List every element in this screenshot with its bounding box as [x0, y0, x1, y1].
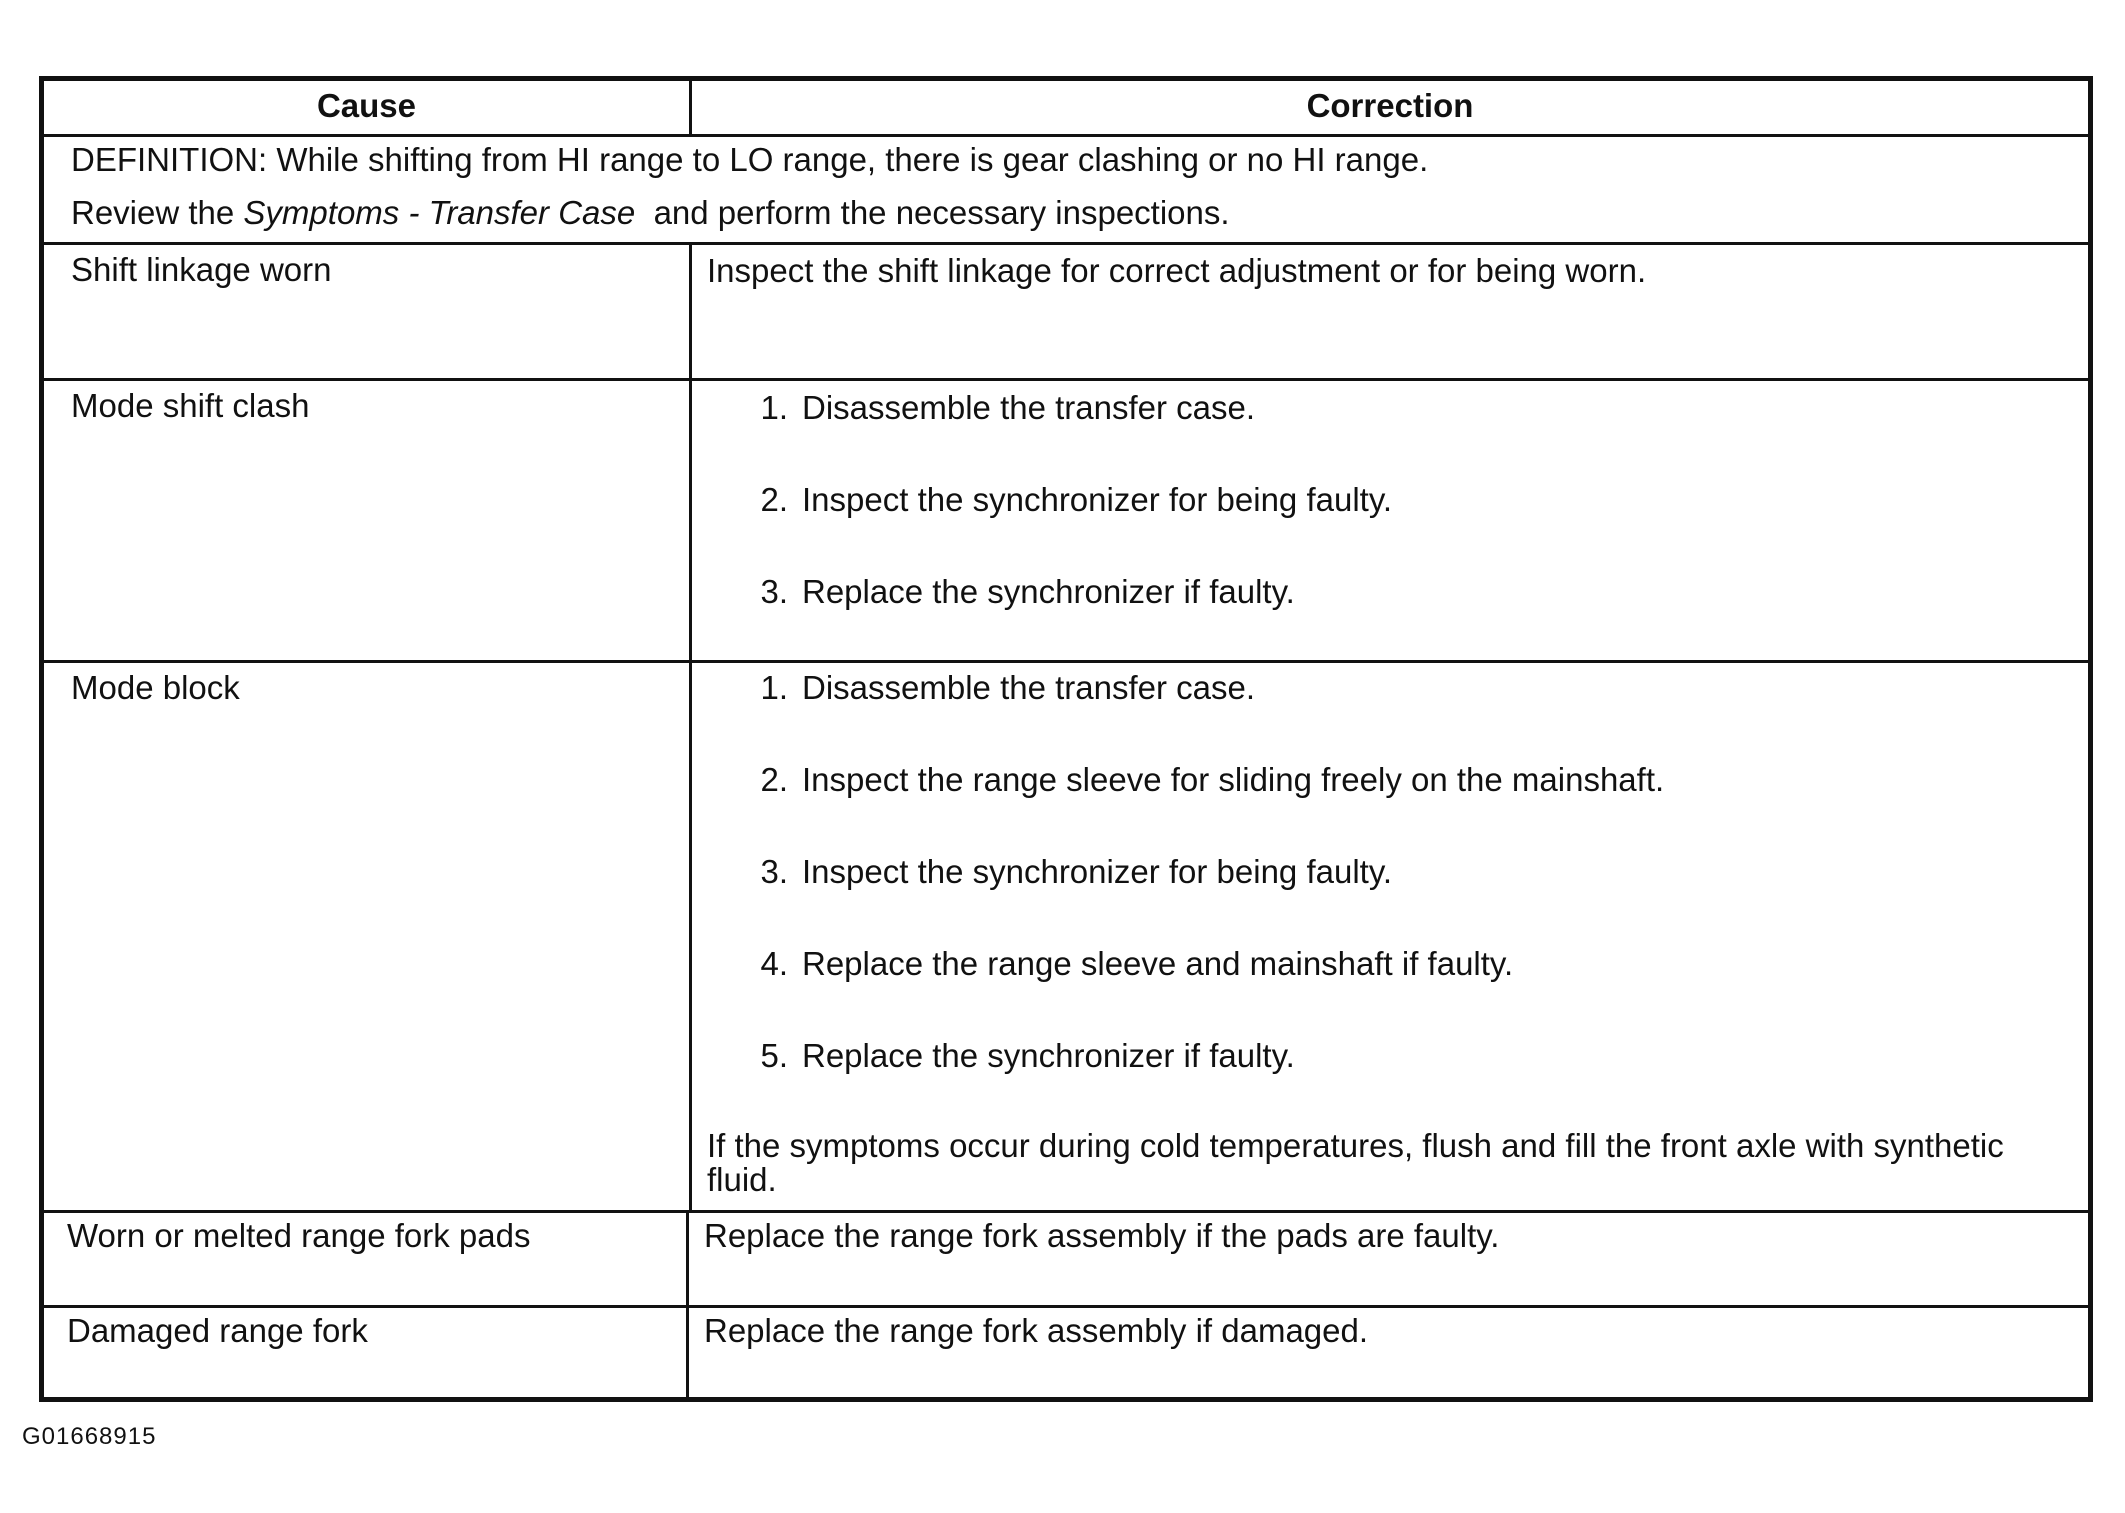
table-row	[44, 1305, 2088, 1402]
cause-cell: Worn or melted range fork pads	[67, 1217, 531, 1254]
correction-cell	[692, 663, 2088, 1210]
cause-header: Cause	[316, 87, 417, 124]
cause-cell: Shift linkage worn	[71, 251, 332, 288]
cold-temperature-note: If the symptoms occur during cold temperatures, flush and fill the front axle with synthetic fluid.	[707, 1127, 2004, 1198]
definition-row	[44, 134, 2088, 242]
table-row	[44, 660, 2088, 1210]
correction-step: 5. Replace the synchronizer if faulty.	[760, 1037, 1295, 1074]
table-row	[44, 242, 2088, 378]
correction-step: 4. Replace the range sleeve and mainshaft if faulty.	[760, 945, 1514, 982]
review-text	[71, 194, 1230, 232]
correction-step: 3. Inspect the synchronizer for being faulty.	[760, 853, 1393, 890]
column-divider	[689, 245, 692, 378]
table-row	[44, 1210, 2088, 1305]
correction-step: 2. Inspect the range sleeve for sliding freely on the mainshaft.	[760, 761, 1665, 798]
cause-cell: Mode block	[71, 669, 240, 706]
cause-cell: Mode shift clash	[71, 387, 310, 424]
correction-step: 1. Disassemble the transfer case.	[760, 669, 1256, 706]
table-header-row	[44, 81, 2088, 134]
symptoms-reference: Symptoms - Transfer Case	[243, 194, 636, 231]
correction-step: 1. Disassemble the transfer case.	[760, 389, 1256, 426]
table-row	[44, 378, 2088, 660]
correction-cell: Replace the range fork assembly if the pads are faulty.	[704, 1217, 1500, 1254]
column-divider	[686, 1213, 689, 1305]
review-suffix: and perform the necessary inspections.	[635, 194, 1230, 231]
correction-cell: Replace the range fork assembly if damaged.	[704, 1312, 1369, 1349]
correction-cell: Inspect the shift linkage for correct adjustment or for being worn.	[707, 252, 1647, 289]
correction-cell	[692, 381, 2088, 660]
review-prefix: Review the	[71, 194, 244, 231]
correction-step: 2. Inspect the synchronizer for being faulty.	[760, 481, 1393, 518]
correction-step: 3. Replace the synchronizer if faulty.	[760, 573, 1295, 610]
figure-id: G01668915	[22, 1423, 157, 1450]
definition-text: DEFINITION: While shifting from HI range to LO range, there is gear clashing or no HI range.	[71, 141, 1429, 178]
column-divider	[686, 1308, 689, 1402]
diagnostic-table	[39, 76, 2093, 1402]
correction-header: Correction	[1306, 87, 1474, 124]
cause-cell: Damaged range fork	[67, 1312, 368, 1349]
